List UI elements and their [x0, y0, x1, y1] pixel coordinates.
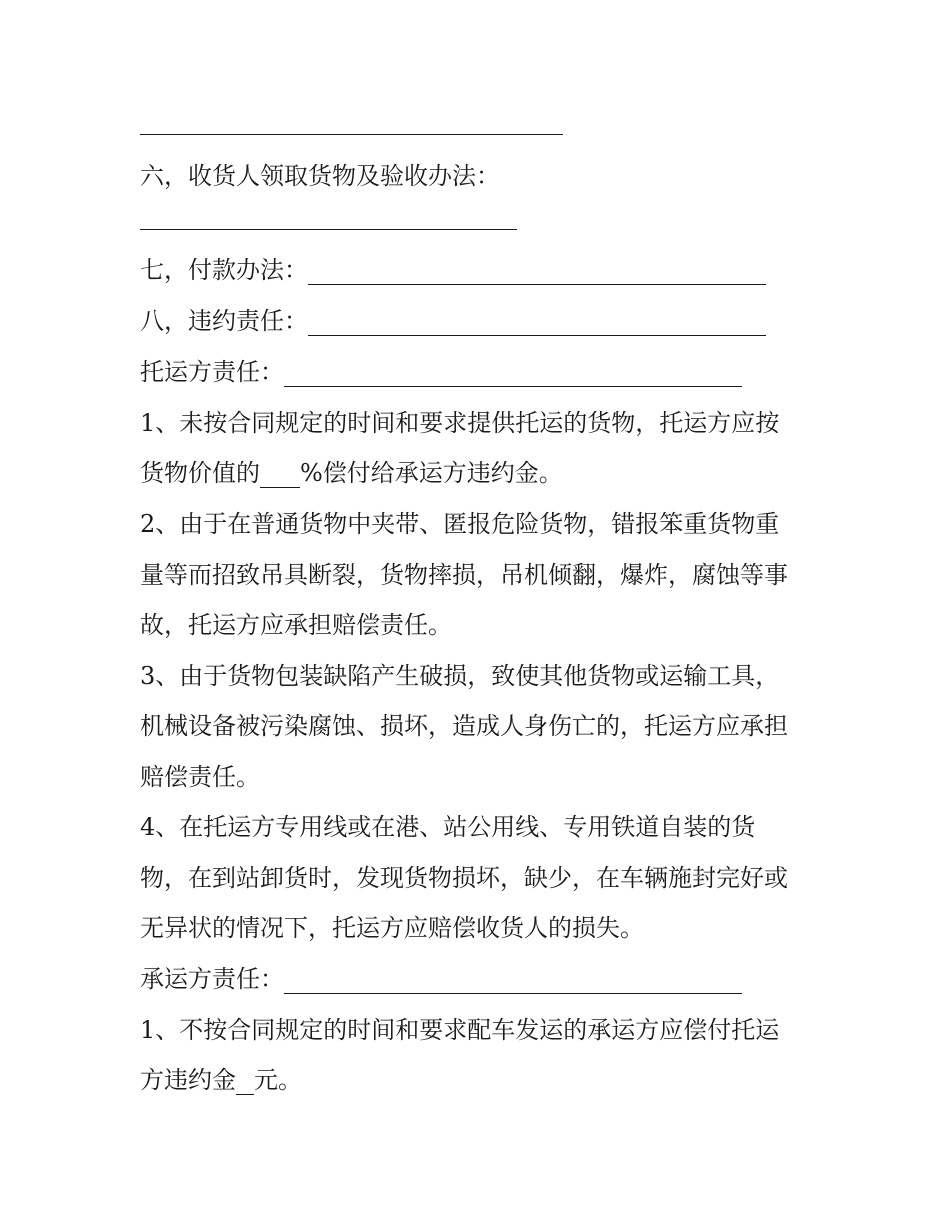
section-7-fill-line[interactable]: [308, 260, 766, 285]
clause-text: 2、由于在普通货物中夹带、匿报危险货物，错报笨重货物重: [140, 510, 780, 538]
shipper-clause-4c: [140, 913, 644, 943]
section-8-line: [140, 306, 766, 336]
percent-fill-blank[interactable]: [260, 463, 300, 488]
clause-text: 故，托运方应承担赔偿责任。: [140, 611, 452, 639]
shipper-clause-3c: [140, 762, 260, 792]
shipper-clause-4a: [140, 812, 755, 842]
clause-text: 方违约金: [140, 1066, 236, 1094]
shipper-clause-4b: [140, 863, 788, 893]
carrier-responsibility-fill-line[interactable]: [284, 969, 742, 994]
shipper-clause-2c: [140, 610, 452, 640]
shipper-responsibility-label: 托运方责任：: [140, 358, 284, 386]
clause-text: 1、未按合同规定的时间和要求提供托运的货物，托运方应按: [140, 409, 780, 437]
clause-text: %偿付给承运方违约金。: [300, 459, 563, 487]
carrier-clause-1a: [140, 1015, 779, 1045]
clause-text: 机械设备被污染腐蚀、损坏，造成人身伤亡的，托运方应承担: [140, 712, 788, 740]
section-6-heading: [140, 161, 500, 191]
clause-text: 无异状的情况下，托运方应赔偿收货人的损失。: [140, 914, 644, 942]
clause-text: 货物价值的: [140, 459, 260, 487]
shipper-responsibility-line: [140, 357, 742, 387]
carrier-responsibility-label: 承运方责任：: [140, 965, 284, 993]
clause-text: 元。: [254, 1066, 302, 1094]
shipper-clause-3b: [140, 711, 788, 741]
clause-text: 赔偿责任。: [140, 763, 260, 791]
shipper-clause-1b: [140, 458, 563, 488]
section-6-fill-line[interactable]: [140, 229, 517, 230]
clause-text: 量等而招致吊具断裂，货物摔损，吊机倾翻，爆炸，腐蚀等事: [140, 561, 788, 589]
section-7-line: [140, 255, 766, 285]
blank-line-top: [140, 134, 563, 135]
carrier-responsibility-line: [140, 964, 742, 994]
clause-text: 物，在到站卸货时，发现货物损坏，缺少，在车辆施封完好或: [140, 864, 788, 892]
shipper-clause-1a: [140, 408, 779, 438]
shipper-clause-2b: [140, 560, 788, 590]
carrier-clause-1b: [140, 1065, 302, 1095]
clause-text: 3、由于货物包装缺陷产生破损，致使其他货物或运输工具，: [140, 662, 780, 690]
shipper-clause-2a: [140, 509, 779, 539]
clause-text: 4、在托运方专用线或在港、站公用线、专用铁道自装的货: [140, 813, 756, 841]
section-8-label: 八，违约责任：: [140, 307, 308, 335]
amount-fill-blank[interactable]: [236, 1070, 254, 1095]
section-7-label: 七，付款办法：: [140, 256, 308, 284]
shipper-responsibility-fill-line[interactable]: [284, 362, 742, 387]
clause-text: 1、不按合同规定的时间和要求配车发运的承运方应偿付托运: [140, 1016, 780, 1044]
section-6-label: 六，收货人领取货物及验收办法：: [140, 162, 500, 190]
shipper-clause-3a: [140, 661, 779, 691]
section-8-fill-line[interactable]: [308, 311, 766, 336]
